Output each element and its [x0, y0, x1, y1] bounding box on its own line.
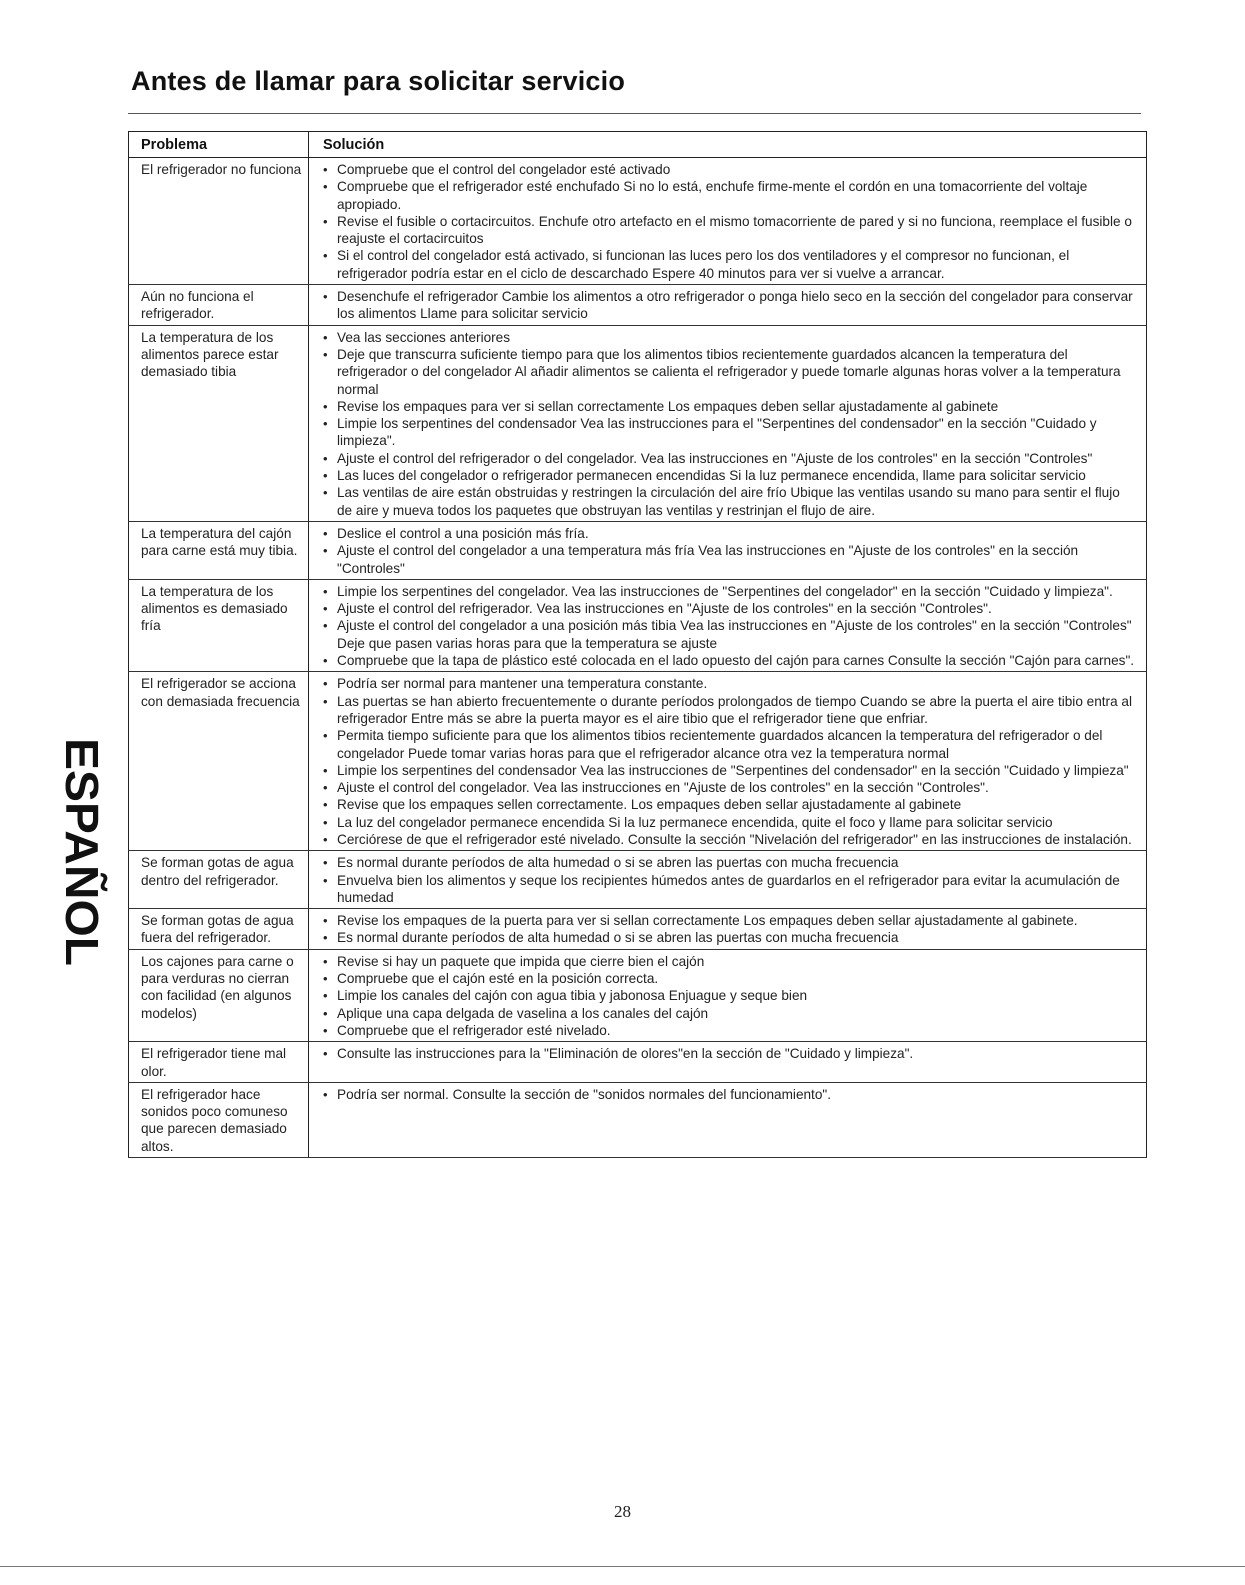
solution-list — [321, 675, 1138, 848]
solution-item: • Podría ser normal para mantener una temperatura constante. — [321, 675, 1138, 692]
solution-item: • Ajuste el control del refrigerador. Vea las instrucciones en "Ajuste de los controles" en la sección "Controles". — [321, 600, 1138, 617]
problem-cell: La temperatura de los alimentos parece estar demasiado tibia — [129, 325, 309, 521]
table-row — [129, 579, 1147, 671]
table-row — [129, 285, 1147, 326]
table-row — [129, 158, 1147, 285]
problem-cell: Los cajones para carne o para verduras no cierran con facilidad (en algunos modelos) — [129, 949, 309, 1041]
solution-item: • Ajuste el control del congelador. Vea las instrucciones en "Ajuste de los controles" en la sección "Controles". — [321, 779, 1138, 796]
solution-list — [321, 583, 1138, 669]
solution-item: • Si el control del congelador está activado, si funcionan las luces pero los dos ventiladores y el compresor no funcionan, el refrigerador podría estar en el ciclo de descarchado Espere 40 minutos para ver si vuelve a arrancar. — [321, 247, 1138, 282]
solution-item: • Es normal durante períodos de alta humedad o si se abren las puertas con mucha frecuencia — [321, 854, 1138, 871]
solution-cell — [309, 1082, 1147, 1157]
problem-cell: Aún no funciona el refrigerador. — [129, 285, 309, 326]
solution-list — [321, 1045, 1138, 1062]
solution-item: • Compruebe que el control del congelador esté activado — [321, 161, 1138, 178]
solution-item: • Las puertas se han abierto frecuentemente o durante períodos prolongados de tiempo Cuando se abre la puerta el aire tibio entra al refrigerador Entre más se abre la puerta mayor es el aire tibio que el refrigerador tiene que enfriar. — [321, 693, 1138, 728]
solution-item: • Ajuste el control del refrigerador o del congelador. Vea las instrucciones en "Ajuste de los controles" en la sección "Controles" — [321, 450, 1138, 467]
solution-list — [321, 525, 1138, 577]
solution-item: • Limpie los serpentines del condensador Vea las instrucciones de "Serpentines del condensador" en la sección "Cuidado y limpieza" — [321, 762, 1138, 779]
problem-cell: Se forman gotas de agua dentro del refrigerador. — [129, 851, 309, 909]
table-row — [129, 909, 1147, 950]
side-tab-text: ESPAÑOL — [56, 738, 108, 957]
solution-item: • Deje que transcurra suficiente tiempo para que los alimentos tibios recientemente guardados alcancen la temperatura del refrigerador o del congelador Al añadir alimentos se calienta el refrigerador y puede tomarle algunas horas volver a la temperatura normal — [321, 346, 1138, 398]
solution-cell — [309, 521, 1147, 579]
solution-list — [321, 1086, 1138, 1103]
solution-list — [321, 329, 1138, 519]
solution-item: • Aplique una capa delgada de vaselina a los canales del cajón — [321, 1005, 1138, 1022]
table-row — [129, 949, 1147, 1041]
solution-item: • Consulte las instrucciones para la "Eliminación de olores"en la sección de "Cuidado y limpieza". — [321, 1045, 1138, 1062]
title-rule — [128, 113, 1141, 114]
side-tab-label — [54, 735, 110, 970]
solution-item: • Vea las secciones anteriores — [321, 329, 1138, 346]
bottom-rule — [0, 1566, 1245, 1567]
solution-item: • Deslice el control a una posición más fría. — [321, 525, 1138, 542]
solution-item: • Limpie los canales del cajón con agua tibia y jabonosa Enjuague y seque bien — [321, 987, 1138, 1004]
problem-cell: La temperatura del cajón para carne está muy tibia. — [129, 521, 309, 579]
problem-cell: El refrigerador tiene mal olor. — [129, 1042, 309, 1083]
table-row — [129, 672, 1147, 851]
problem-cell: El refrigerador hace sonidos poco comuneso que parecen demasiado altos. — [129, 1082, 309, 1157]
solution-item: • Cerciórese de que el refrigerador esté nivelado. Consulte la sección "Nivelación del refrigerador" en las instrucciones de instalación. — [321, 831, 1138, 848]
solution-item: • Revise los empaques de la puerta para ver si sellan correctamente Los empaques deben sellar ajustadamente al gabinete. — [321, 912, 1138, 929]
problem-cell: El refrigerador no funciona — [129, 158, 309, 285]
solution-item: • Revise que los empaques sellen correctamente. Los empaques deben sellar ajustadamente al gabinete — [321, 796, 1138, 813]
solution-item: • Es normal durante períodos de alta humedad o si se abren las puertas con mucha frecuencia — [321, 929, 1138, 946]
solution-cell — [309, 158, 1147, 285]
solution-cell — [309, 851, 1147, 909]
solution-cell — [309, 1042, 1147, 1083]
solution-item: • Compruebe que el refrigerador esté nivelado. — [321, 1022, 1138, 1039]
header-solution: Solución — [309, 132, 1147, 158]
solution-item: • Compruebe que la tapa de plástico esté colocada en el lado opuesto del cajón para carnes Consulte la sección "Cajón para carnes". — [321, 652, 1138, 669]
solution-item: • Podría ser normal. Consulte la sección de "sonidos normales del funcionamiento". — [321, 1086, 1138, 1103]
problem-cell: La temperatura de los alimentos es demasiado fría — [129, 579, 309, 671]
page-title: Antes de llamar para solicitar servicio — [131, 66, 626, 96]
solution-item: • Las luces del congelador o refrigerador permanecen encendidas Si la luz permanece encendida, llame para solicitar servicio — [321, 467, 1138, 484]
solution-cell — [309, 949, 1147, 1041]
table-body — [129, 158, 1147, 1158]
table-row — [129, 521, 1147, 579]
table-row — [129, 1042, 1147, 1083]
troubleshooting-table — [128, 131, 1147, 1158]
solution-item: • Revise los empaques para ver si sellan correctamente Los empaques deben sellar ajustadamente al gabinete — [321, 398, 1138, 415]
solution-item: • Desenchufe el refrigerador Cambie los alimentos a otro refrigerador o ponga hielo seco en la sección del congelador para conservar los alimentos Llame para solicitar servicio — [321, 288, 1138, 323]
solution-item: • Revise si hay un paquete que impida que cierre bien el cajón — [321, 953, 1138, 970]
solution-item: • La luz del congelador permanece encendida Si la luz permanece encendida, quite el foco y llame para solicitar servicio — [321, 814, 1138, 831]
table-row — [129, 1082, 1147, 1157]
solution-list — [321, 161, 1138, 282]
problem-cell: El refrigerador se acciona con demasiada frecuencia — [129, 672, 309, 851]
side-tab-graphic — [54, 735, 110, 970]
solution-list — [321, 912, 1138, 947]
problem-cell: Se forman gotas de agua fuera del refrigerador. — [129, 909, 309, 950]
solution-cell — [309, 672, 1147, 851]
solution-cell — [309, 909, 1147, 950]
table-header-row — [129, 132, 1147, 158]
solution-cell — [309, 325, 1147, 521]
table-row — [129, 325, 1147, 521]
solution-item: • Las ventilas de aire están obstruidas y restringen la circulación del aire frío Ubique las ventilas usando su mano para sentir el flujo de aire y mueva todos los paquetes que obstruyan las ventilas y restrinjan el flujo de aire. — [321, 484, 1138, 519]
page-number: 28 — [614, 1502, 631, 1521]
solution-cell — [309, 579, 1147, 671]
solution-item: • Limpie los serpentines del condensador Vea las instrucciones para el "Serpentines del condensador" en la sección "Cuidado y limpieza". — [321, 415, 1138, 450]
solution-item: • Envuelva bien los alimentos y seque los recipientes húmedos antes de guardarlos en el refrigerador para evitar la acumulación de humedad — [321, 872, 1138, 907]
header-problem: Problema — [129, 132, 309, 158]
solution-cell — [309, 285, 1147, 326]
solution-item: • Revise el fusible o cortacircuitos. Enchufe otro artefacto en el mismo tomacorriente de pared y si no funciona, reemplace el fusible o reajuste el cortacircuitos — [321, 213, 1138, 248]
solution-item: • Limpie los serpentines del congelador. Vea las instrucciones de "Serpentines del congelador" en la sección "Cuidado y limpieza". — [321, 583, 1138, 600]
table-row — [129, 851, 1147, 909]
solution-list — [321, 953, 1138, 1039]
solution-item: • Ajuste el control del congelador a una temperatura más fría Vea las instrucciones en "Ajuste de los controles" en la sección "Controles" — [321, 542, 1138, 577]
solution-list — [321, 288, 1138, 323]
solution-list — [321, 854, 1138, 906]
solution-item: • Ajuste el control del congelador a una posición más tibia Vea las instrucciones en "Ajuste de los controles" en la sección "Controles" Deje que pasen varias horas para que la temperatura se ajuste — [321, 617, 1138, 652]
solution-item: • Compruebe que el refrigerador esté enchufado Si no lo está, enchufe firme-mente el cordón en una tomacorriente del voltaje apropiado. — [321, 178, 1138, 213]
solution-item: • Compruebe que el cajón esté en la posición correcta. — [321, 970, 1138, 987]
solution-item: • Permita tiempo suficiente para que los alimentos tibios recientemente guardados alcancen la temperatura del refrigerador o del congelador Puede tomar varias horas para que el refrigerador alcance otra vez la temperatura normal — [321, 727, 1138, 762]
